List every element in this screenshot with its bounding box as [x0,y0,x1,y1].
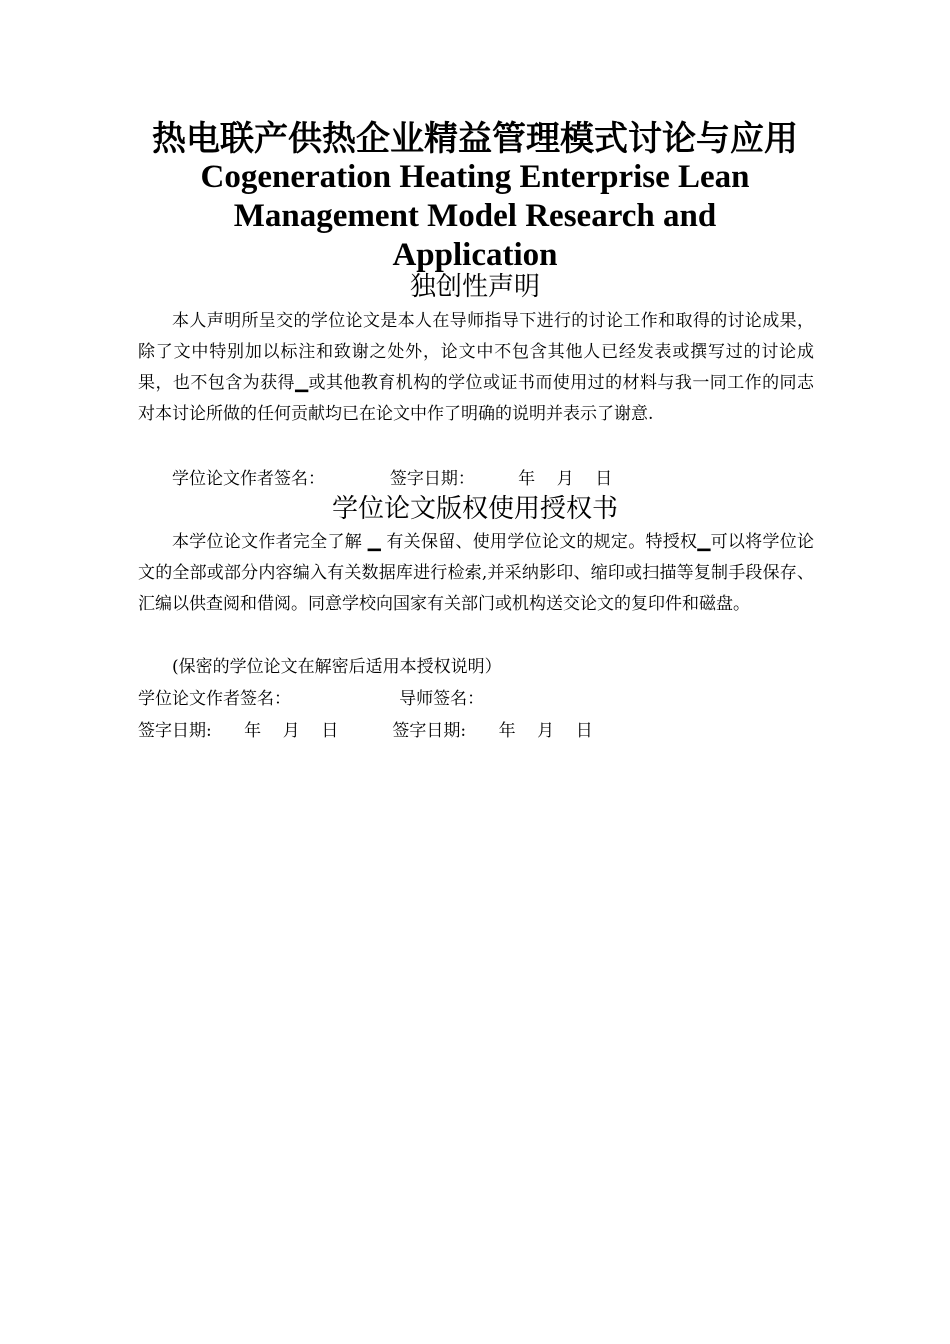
originality-heading: 独创性声明 [409,272,540,302]
title-english: Cogeneration Heating Enterprise Lean Management Model Research and Application [200,159,750,273]
originality-signature-line: 学位论文作者签名： 签字日期： 年 月 日 [172,469,613,489]
authorization-date-line: 签字日期: 年 月 日 签字日期: 年 月 日 [138,721,593,741]
authorization-statement: 本学位论文作者完全了解 ▁ 有关保留、使用学位论文的规定。特授权▁可以将学位论文的全部或部分内容编入有关数据库进行检索,并采纳影印、缩印或扫描等复制手段保存、汇编以供查阅和借阅。同意学校向国家有关部门或机构送交论文的复印件和磁盘。 [138,532,814,614]
confidentiality-note: (保密的学位论文在解密后适用本授权说明） [172,657,502,677]
authorization-signature-line: 学位论文作者签名： 导师签名： [138,689,485,709]
authorization-heading: 学位论文版权使用授权书 [331,494,618,524]
originality-statement: 本人声明所呈交的学位论文是本人在导师指导下进行的讨论工作和取得的讨论成果，除了文中特别加以标注和致谢之处外，论文中不包含其他人已经发表或撰写过的讨论成果，也不包含为获得▁或其他教育机构的学位或证书而使用过的材料与我一同工作的同志对本讨论所做的任何贡献均已在论文中作了明确的说明并表示了谢意. [138,311,814,424]
title-chinese: 热电联产供热企业精益管理模式讨论与应用 [152,119,798,159]
